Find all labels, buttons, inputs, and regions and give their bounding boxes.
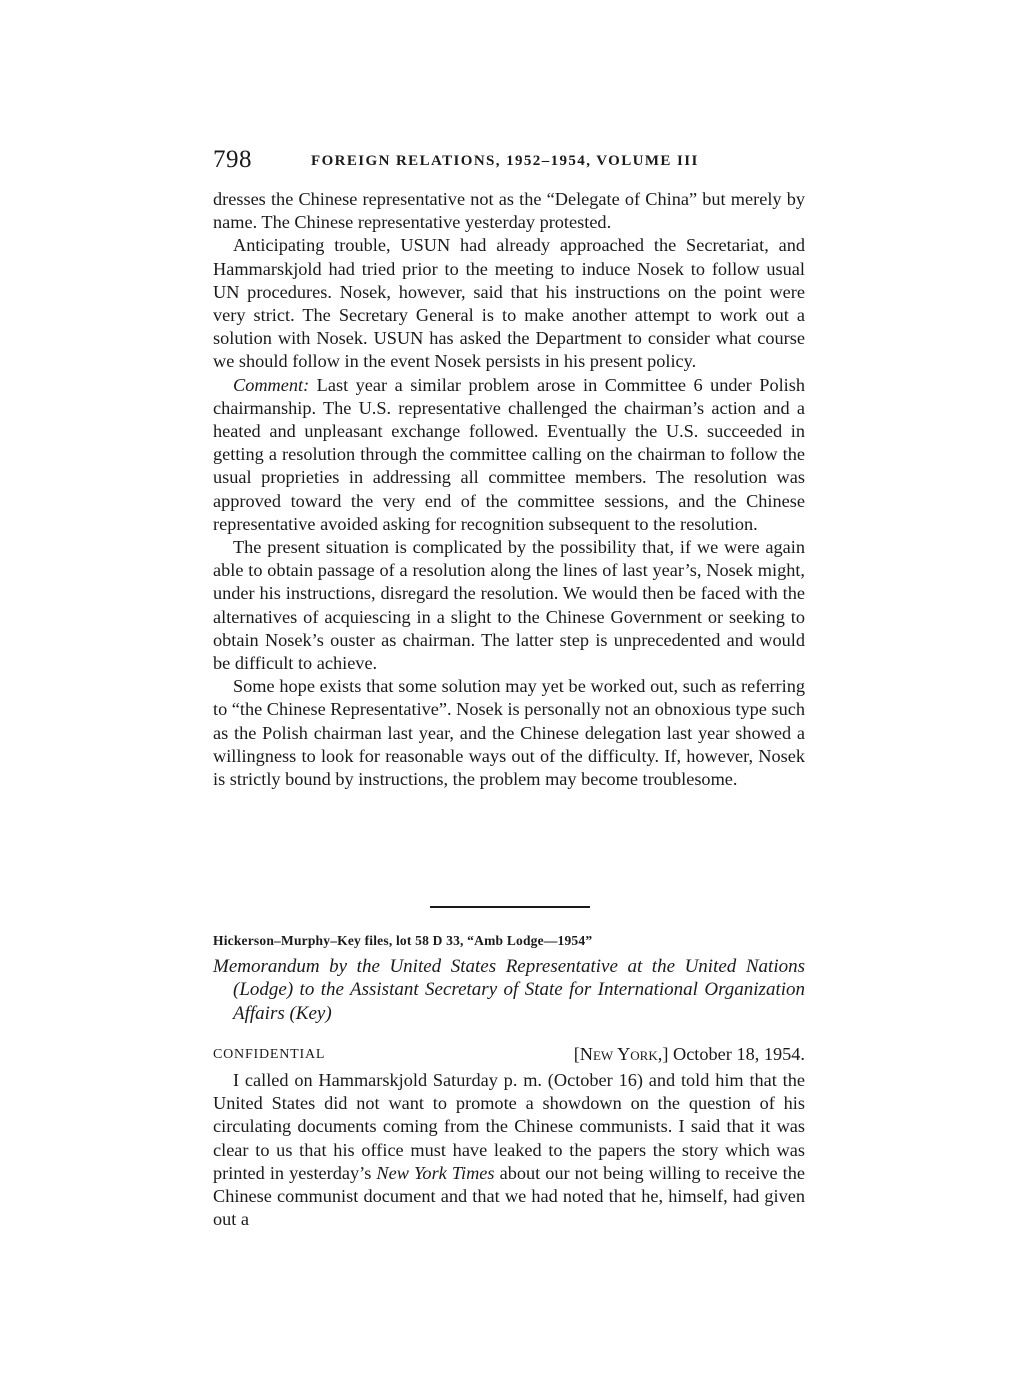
paragraph: dresses the Chinese representative not as the “Delegate of China” but merely by name. The Chinese representative yesterday protested.: [213, 189, 805, 233]
memo-text: about our not being willing to receive the Chinese communist document and that we had noted that he, himself, had given out a: [213, 1162, 806, 1230]
memo-body: [213, 1069, 805, 1231]
place-date: [574, 1044, 805, 1065]
dateline: [213, 1044, 805, 1068]
comment-label: Comment:: [233, 374, 310, 395]
paragraph: [213, 1069, 805, 1231]
section-divider: [430, 906, 590, 908]
place-bracket-close: ,]: [657, 1044, 669, 1064]
date: October 18, 1954.: [668, 1044, 805, 1064]
classification-label: CONFIDENTIAL: [213, 1047, 326, 1062]
paragraph: Some hope exists that some solution may yet be worked out, such as referring to “the Chinese Representative”. Nosek is personally not an obnoxious type such as the Polish chairman last year, and the Chinese delegation last year showed a willingness to look for reasonable ways out of the difficulty. If, however, Nosek is strictly bound by instructions, the problem may become troublesome.: [213, 676, 805, 790]
paragraph: [213, 374, 805, 536]
place: New York: [579, 1044, 658, 1064]
comment-text: Last year a similar problem arose in Committee 6 under Polish chairmanship. The U.S. representative challenged the chairman’s action and a heated and unpleasant exchange followed. Eventually the U.S. succeeded in getting a resolution through the committee calling on the chairman to follow the usual proprieties in addressing all committee members. The resolution was approved toward the very end of the committee sessions, and the Chinese representative avoided asking for recognition subsequent to the resolution.: [213, 374, 805, 534]
document-title: Memorandum by the United States Representative at the United Nations (Lodge) to the Assistant Secretary of State for International Organization Affairs (Key): [213, 956, 805, 1024]
memo-text: I called on Hammarskjold Saturday p. m. (October 16) and told him that the United States did not want to promote a showdown on the question of his circulating documents coming from the Chinese communists. I said that it was clear to us that his office must have leaked to the papers the story which was printed in yesterday’s: [213, 1070, 805, 1183]
page-number: 798: [213, 146, 252, 173]
paragraph: Anticipating trouble, USUN had already approached the Secretariat, and Hammarskjold had tried prior to the meeting to induce Nosek to follow usual UN procedures. Nosek, however, said that his instructions on the point were very strict. The Secretary General is to make another attempt to work out a solution with Nosek. USUN has asked the Department to consider what course we should follow in the event Nosek persists in his present policy.: [213, 235, 805, 372]
source-note: Hickerson–Murphy–Key files, lot 58 D 33, “Amb Lodge—1954”: [213, 933, 593, 948]
newspaper-title: New York Times: [376, 1162, 495, 1183]
place-bracket-open: [: [573, 1044, 580, 1064]
paragraph: The present situation is complicated by the possibility that, if we were again able to obtain passage of a resolution along the lines of last year’s, Nosek might, under his instructions, disregard the resolution. We would then be faced with the alternatives of acquiescing in a slight to the Chinese Government or seeking to obtain Nosek’s ouster as chairman. The latter step is unprecedented and would be difficult to achieve.: [213, 537, 805, 674]
running-head: FOREIGN RELATIONS, 1952–1954, VOLUME III: [311, 153, 699, 169]
body-text: [213, 188, 805, 791]
page-header: [213, 146, 813, 176]
